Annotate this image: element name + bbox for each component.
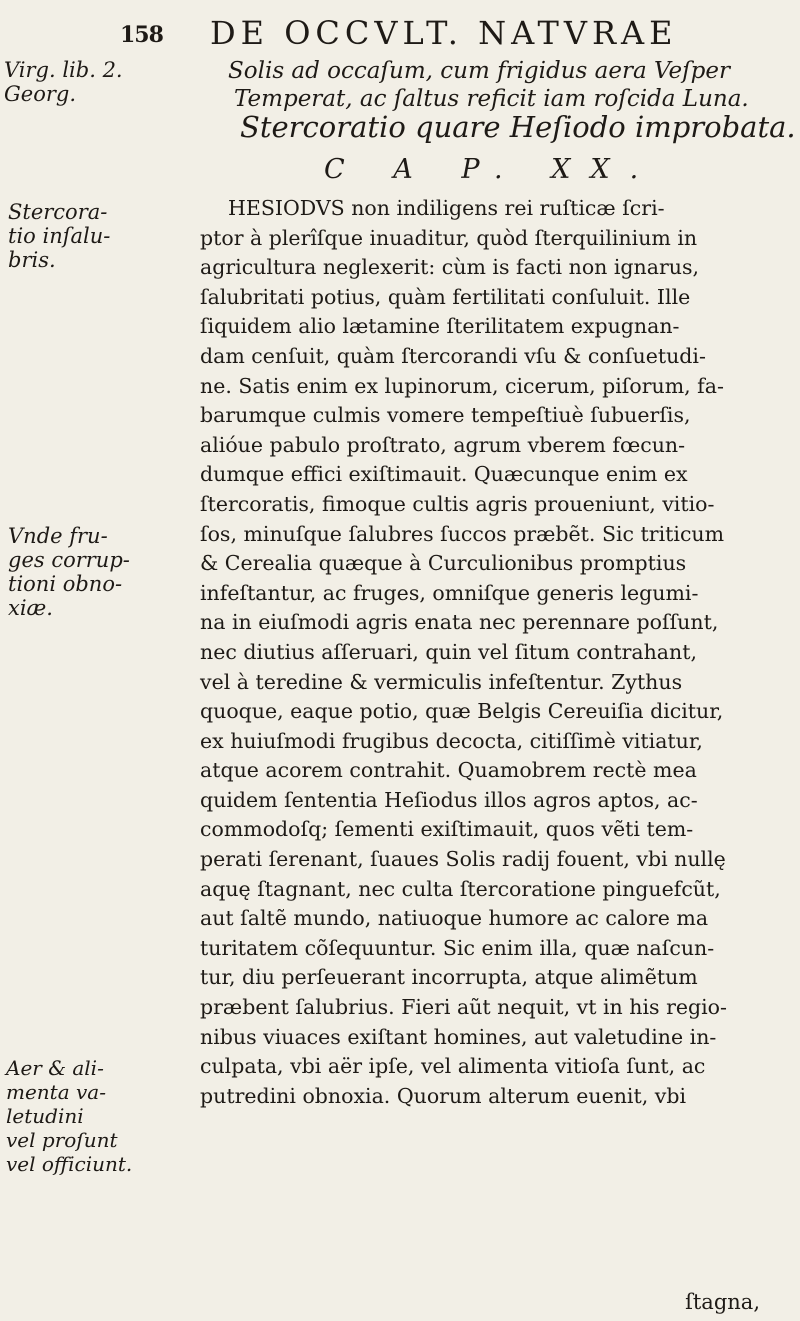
body-line: culpata, vbi aër ipſe, vel alimenta vitioſa ſunt, ac [200, 1054, 706, 1079]
margin-line: Stercora- [8, 200, 108, 224]
body-line: ptor à plerîſque inuaditur, quòd ſterquilinium in [200, 225, 698, 250]
verse-line-2: Temperat, ac ſaltus reficit iam roſcida Luna. [234, 86, 749, 112]
page-header [120, 14, 760, 54]
margin-line: ges corrup- [8, 548, 130, 572]
running-title: DE OCCVLT. NATVRAE [210, 14, 678, 52]
margin-line: Vnde fru- [8, 524, 108, 548]
margin-line: menta va- [6, 1080, 106, 1104]
margin-note-stercoratio [8, 200, 110, 272]
body-line: putredini obnoxia. Quorum alterum euenit, vbi [200, 1083, 687, 1108]
body-line: perati ſerenant, ſuaues Solis radij fouent, vbi nullę [200, 847, 726, 872]
body-line: atque acorem contrahit. Quamobrem rectè mea [200, 758, 697, 783]
body-line: quidem ſententia Heſiodus illos agros aptos, ac- [200, 787, 698, 812]
margin-line: Aer & ali- [6, 1056, 104, 1080]
catchword: ſtagna, [685, 1290, 760, 1314]
body-line: ſos, minuſque ſalubres ſuccos præbẽt. Sic triticum [200, 521, 725, 546]
body-line: ne. Satis enim ex lupinorum, cicerum, piſorum, fa- [200, 373, 724, 398]
body-line: vel à teredine & vermiculis infeſtentur. Zythus [200, 669, 683, 694]
body-line: commodoſq; ſementi exiſtimauit, quos vẽti tem- [200, 817, 694, 842]
body-line: præbent ſalubrius. Fieri aũt nequit, vt in his regio- [200, 995, 727, 1020]
margin-line: vel officiunt. [6, 1152, 133, 1176]
body-line: HESIODVS non indiligens rei ruſticæ ſcri- [228, 196, 665, 220]
body-line: infeſtantur, ac fruges, omniſque generis legumi- [200, 580, 699, 605]
body-line: ſalubritati potius, quàm fertilitati conſuluit. Ille [200, 284, 691, 309]
body-line: tur, diu perſeuerant incorrupta, atque alimẽtum [200, 965, 698, 990]
margin-note-source [4, 58, 123, 106]
margin-line: tio inſalu- [8, 224, 111, 248]
body-line: barumque culmis vomere tempeſtiuè ſubuerſis, [200, 403, 691, 428]
margin-line: vel proſunt [6, 1128, 118, 1152]
body-line: dumque effici exiſtimauit. Quæcunque enim ex [200, 462, 688, 487]
body-line: aut ſaltẽ mundo, natiuoque humore ac calore ma [200, 906, 709, 931]
body-line: ex huiuſmodi frugibus decocta, citiſſimè vitiatur, [200, 728, 703, 753]
chapter-body [200, 194, 792, 1111]
body-line: alióue pabulo proſtrato, agrum vberem fœcun- [200, 432, 686, 457]
body-line: ſiquidem alio lætamine ſterilitatem expugnan- [200, 314, 680, 339]
margin-note-aer [6, 1056, 132, 1176]
margin-line: tioni obno- [8, 572, 123, 596]
margin-line: Virg. lib. 2. [4, 58, 123, 82]
body-line: turitatem cõſequuntur. Sic enim illa, quæ naſcun- [200, 935, 715, 960]
margin-note-fruges [8, 524, 130, 620]
body-line: & Cerealia quæque à Curculionibus promptius [200, 551, 687, 576]
margin-line: xiæ. [8, 596, 53, 620]
margin-line: bris. [8, 248, 56, 272]
body-line: agricultura neglexerit: cùm is facti non ignarus, [200, 255, 700, 280]
body-line: na in eiuſmodi agris enata nec perennare poſſunt, [200, 610, 719, 635]
body-line: quoque, eaque potio, quæ Belgis Cereuiſia dicitur, [200, 699, 724, 724]
margin-line: letudini [6, 1104, 84, 1128]
chapter-number: C A P. XX. [324, 154, 659, 185]
margin-line: Georg. [4, 82, 77, 106]
page-number: 158 [120, 22, 163, 48]
chapter-title: Stercoratio quare Heſiodo improbata. [240, 110, 796, 144]
body-line: dam cenſuit, quàm ſtercorandi vſu & conſuetudi- [200, 343, 706, 368]
verse-line-1: Solis ad occaſum, cum frigidus aera Veſper [228, 58, 730, 84]
body-line: nibus viuaces exiſtant homines, aut valetudine in- [200, 1024, 717, 1049]
body-line: ſtercoratis, fimoque cultis agris proueniunt, vitio- [200, 491, 715, 516]
body-line: nec diutius aſſeruari, quin vel ſitum contrahant, [200, 639, 697, 664]
body-line: aquę ſtagnant, nec culta ſtercoratione pinguefcũt, [200, 876, 721, 901]
